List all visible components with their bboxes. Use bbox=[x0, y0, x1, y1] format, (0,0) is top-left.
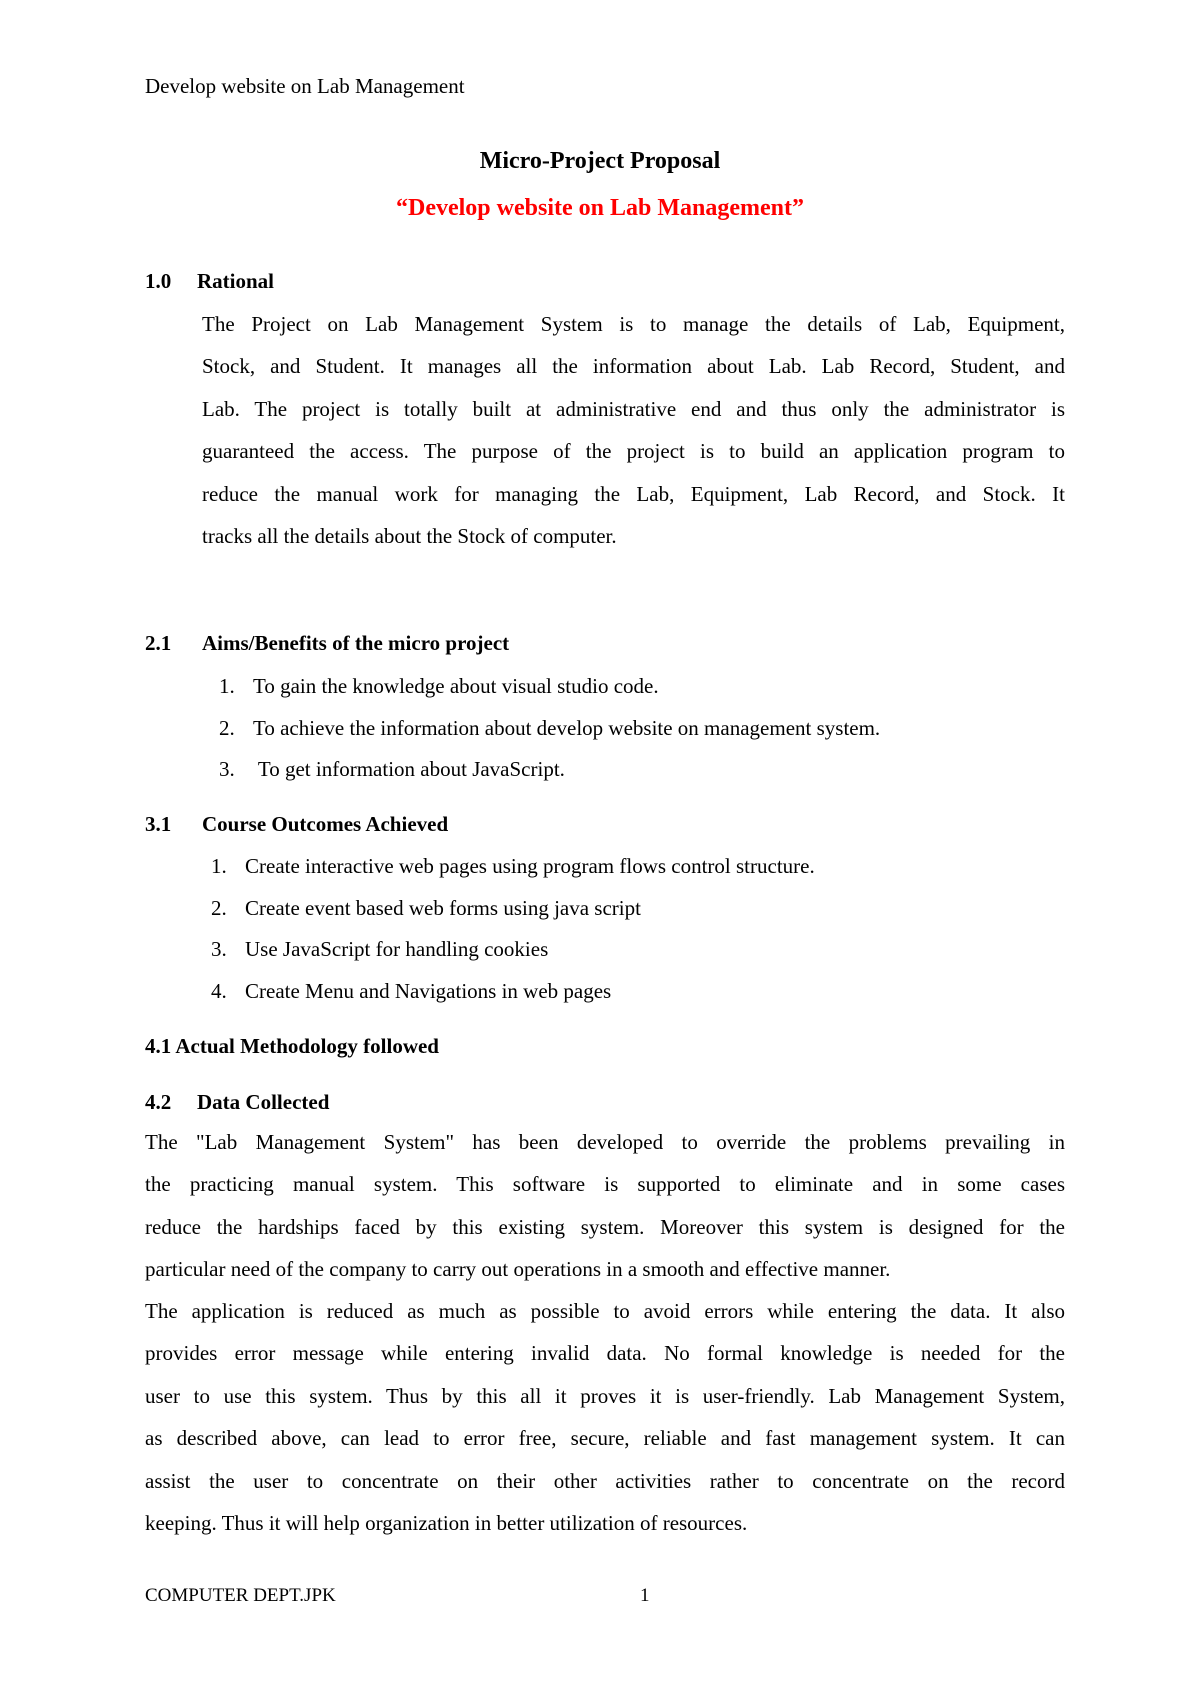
paragraph-line: assist the user to concentrate on their other activities rather to concentrate on the record bbox=[145, 1468, 1065, 1493]
paragraph-line: particular need of the company to carry out operations in a smooth and effective manner. bbox=[145, 1257, 891, 1282]
paragraph-line: tracks all the details about the Stock of computer. bbox=[202, 523, 617, 548]
section-number: 4.2 bbox=[145, 1090, 172, 1114]
paragraph-line: keeping. Thus it will help organization in better utilization of resources. bbox=[145, 1510, 748, 1535]
paragraph-line: as described above, can lead to error free, secure, reliable and fast management system. It can bbox=[145, 1426, 1065, 1451]
outcomes-list bbox=[211, 846, 815, 1012]
list-item-text: Create event based web forms using java script bbox=[245, 895, 641, 920]
aims-list bbox=[219, 666, 880, 791]
section-title: Rational bbox=[197, 269, 275, 293]
list-item bbox=[211, 846, 815, 888]
running-header: Develop website on Lab Management bbox=[145, 74, 465, 98]
data-collected-paragraph-1 bbox=[145, 1121, 1065, 1291]
section-title: Aims/Benefits of the micro project bbox=[202, 631, 510, 655]
footer-department: COMPUTER DEPT.JPK bbox=[145, 1585, 336, 1606]
paragraph-line: reduce the hardships faced by this existing system. Moreover this system is designed for the bbox=[145, 1214, 1065, 1239]
paragraph-line: The "Lab Management System" has been developed to override the problems prevailing in bbox=[145, 1130, 1065, 1154]
section-rational-heading bbox=[145, 267, 274, 295]
section-number: 2.1 bbox=[145, 631, 172, 655]
data-collected-paragraph-2 bbox=[145, 1290, 1065, 1544]
document-subtitle: “Develop website on Lab Management” bbox=[396, 195, 804, 221]
list-item-text: Use JavaScript for handling cookies bbox=[245, 937, 549, 961]
section-title: Course Outcomes Achieved bbox=[202, 812, 449, 836]
paragraph-line: The application is reduced as much as possible to avoid errors while entering the data. It also bbox=[145, 1299, 1065, 1323]
section-methodology-heading: 4.1 Actual Methodology followed bbox=[145, 1034, 439, 1058]
list-item bbox=[219, 666, 880, 708]
paragraph-line: user to use this system. Thus by this all it proves it is user-friendly. Lab Management System, bbox=[145, 1383, 1065, 1408]
list-item bbox=[219, 708, 880, 750]
paragraph-line: The Project on Lab Management System is to manage the details of Lab, Equipment, bbox=[202, 312, 1065, 336]
paragraph-line: provides error message while entering invalid data. No formal knowledge is needed for the bbox=[145, 1341, 1065, 1366]
list-item-text: To gain the knowledge about visual studio code. bbox=[253, 674, 659, 698]
list-marker: 1. bbox=[211, 854, 227, 878]
document-title: Micro-Project Proposal bbox=[479, 148, 721, 174]
list-item bbox=[219, 749, 880, 791]
list-item-text: Create Menu and Navigations in web pages bbox=[245, 978, 612, 1003]
list-item bbox=[211, 929, 815, 971]
list-item-text: To achieve the information about develop website on management system. bbox=[253, 715, 881, 740]
list-marker: 4. bbox=[211, 978, 227, 1003]
paragraph-line: Lab. The project is totally built at administrative end and thus only the administrator is bbox=[202, 396, 1065, 421]
list-marker: 2. bbox=[219, 715, 235, 740]
paragraph-line: guaranteed the access. The purpose of the project is to build an application program to bbox=[202, 439, 1065, 464]
list-item-text: Create interactive web pages using program flows control structure. bbox=[245, 854, 815, 878]
section-aims-heading bbox=[145, 629, 509, 657]
list-marker: 1. bbox=[219, 674, 235, 698]
paragraph-line: reduce the manual work for managing the Lab, Equipment, Lab Record, and Stock. It bbox=[202, 481, 1065, 506]
list-marker: 3. bbox=[211, 937, 227, 961]
section-number: 1.0 bbox=[145, 269, 172, 293]
section-data-collected-heading bbox=[145, 1088, 329, 1116]
list-item bbox=[211, 888, 815, 930]
list-item-text: To get information about JavaScript. bbox=[253, 757, 565, 781]
list-marker: 3. bbox=[219, 757, 235, 781]
list-item bbox=[211, 971, 815, 1013]
section-title: Data Collected bbox=[197, 1090, 330, 1114]
list-marker: 2. bbox=[211, 895, 227, 920]
section-outcomes-heading bbox=[145, 810, 448, 838]
rational-paragraph bbox=[202, 303, 1065, 557]
footer-page-number: 1 bbox=[640, 1585, 650, 1606]
section-number: 3.1 bbox=[145, 812, 172, 836]
paragraph-line: the practicing manual system. This software is supported to eliminate and in some cases bbox=[145, 1172, 1065, 1197]
paragraph-line: Stock, and Student. It manages all the information about Lab. Lab Record, Student, and bbox=[202, 354, 1065, 379]
